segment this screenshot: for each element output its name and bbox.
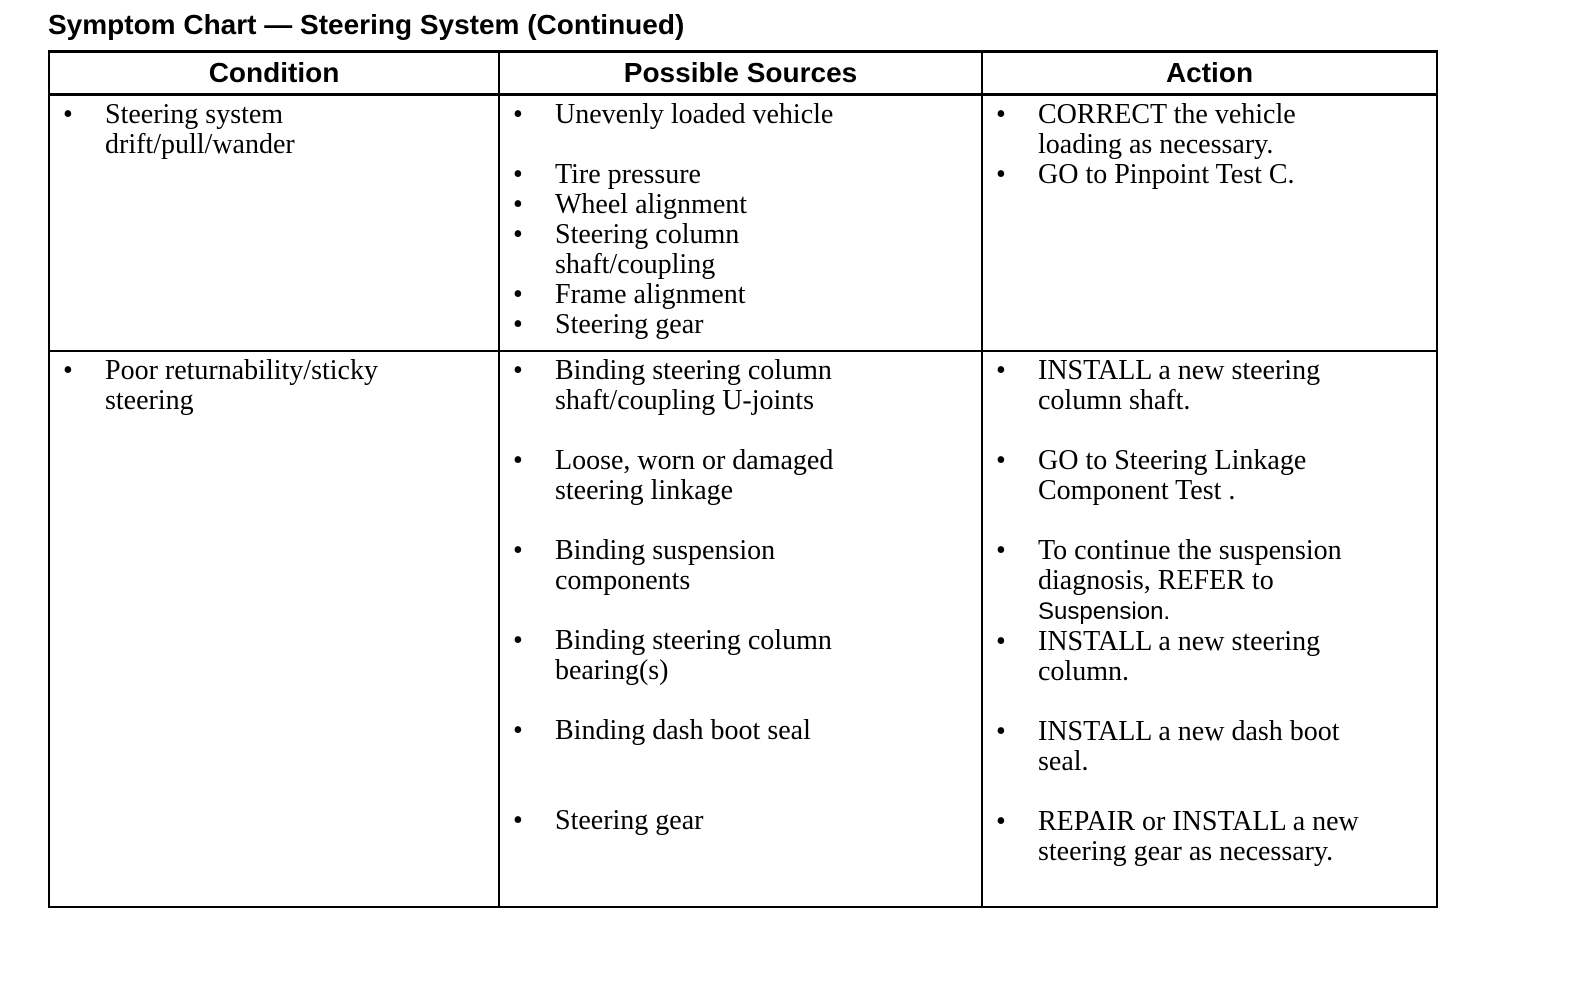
source-item: • Binding steering column bearing(s) (500, 626, 981, 686)
action-item: • INSTALL a new dash boot seal. (983, 717, 1436, 777)
source-item: • Binding suspension components (500, 536, 981, 596)
table-row (49, 95, 1437, 352)
column-header-action: Action (982, 52, 1437, 95)
table-row (49, 351, 1437, 907)
action-cell (982, 351, 1437, 907)
table-header-row (49, 52, 1437, 95)
source-item: • Binding steering column shaft/coupling U-joints (500, 356, 981, 416)
source-item: • Tire pressure (500, 160, 981, 190)
column-header-possible-sources: Possible Sources (499, 52, 982, 95)
condition-cell (49, 351, 499, 907)
source-item: • Unevenly loaded vehicle (500, 100, 981, 130)
action-cell (982, 95, 1437, 352)
action-item: • GO to Steering Linkage Component Test . (983, 446, 1436, 506)
action-item: • INSTALL a new steering column shaft. (983, 356, 1436, 416)
action-item: • REPAIR or INSTALL a new steering gear as necessary. (983, 807, 1436, 867)
source-item: • Binding dash boot seal (500, 716, 981, 746)
page-title: Symptom Chart — Steering System (Continued) (48, 9, 685, 40)
action-item (983, 536, 1436, 627)
condition-item: • Poor returnability/sticky steering (50, 356, 498, 416)
sources-cell (499, 95, 982, 352)
source-item: • Steering gear (500, 806, 981, 836)
condition-item: • Steering system drift/pull/wander (50, 100, 498, 160)
source-item: • Steering gear (500, 310, 981, 340)
action-item: • GO to Pinpoint Test C. (983, 160, 1436, 190)
action-item-text: To continue the suspension diagnosis, REFER to (1038, 535, 1342, 596)
sources-cell (499, 351, 982, 907)
action-item: • CORRECT the vehicle loading as necessary. (983, 100, 1436, 160)
symptom-chart-table (48, 50, 1438, 908)
source-item: • Frame alignment (500, 280, 981, 310)
column-header-condition: Condition (49, 52, 499, 95)
condition-cell (49, 95, 499, 352)
suspension-reference: Suspension. (1038, 598, 1171, 625)
source-item: • Wheel alignment (500, 190, 981, 220)
source-item: • Loose, worn or damaged steering linkage (500, 446, 981, 506)
action-item: • INSTALL a new steering column. (983, 627, 1436, 687)
source-item: • Steering column shaft/coupling (500, 220, 981, 280)
